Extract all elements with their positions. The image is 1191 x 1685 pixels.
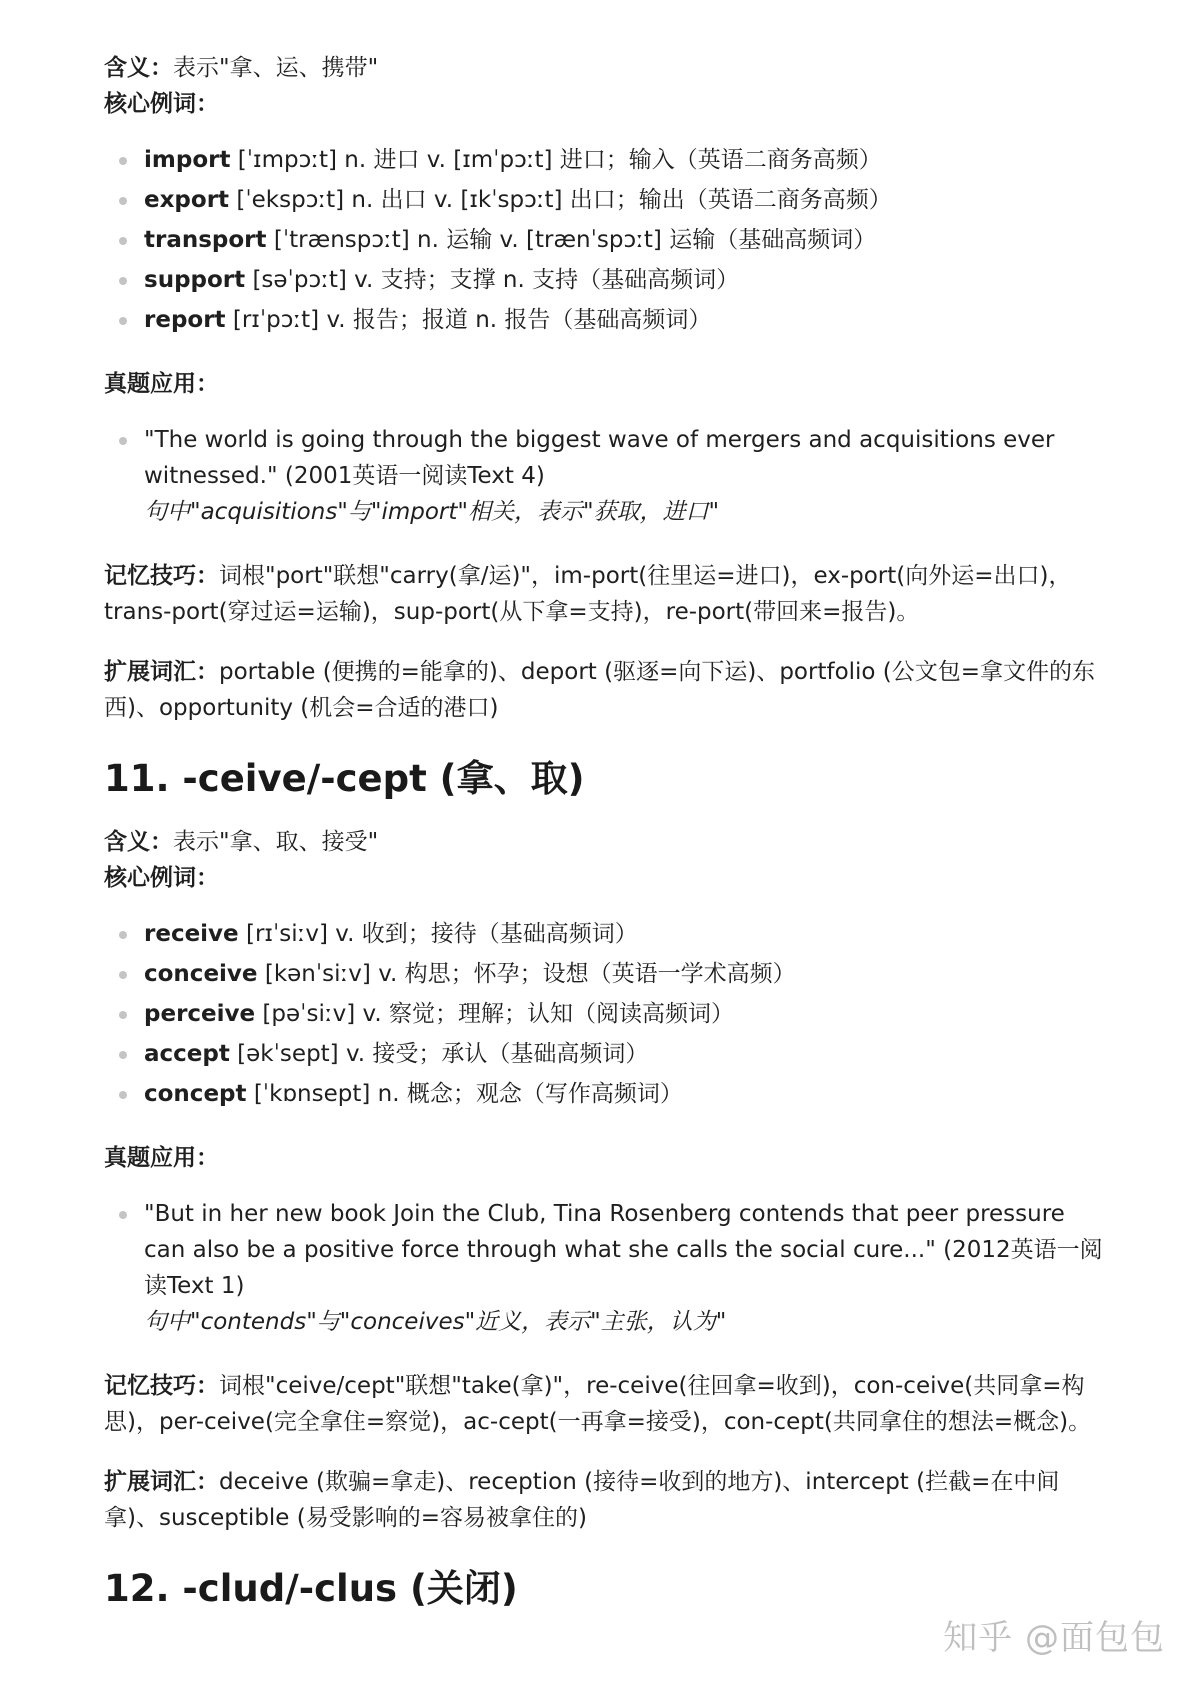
extended-vocab: 扩展词汇：deceive (欺骗=拿走)、reception (接待=收到的地方)、intercept (拦截=在中间拿)、susceptible (易受影响的=容易被拿住的) [104,1469,1060,1531]
memory-tip: 记忆技巧：词根"port"联想"carry(拿/运)"，im-port(往里运=进口)，ex-port(向外运=出口)，trans-port(穿过运=运输)，sup-port(从下拿=支持)，re-port(带回来=报告)。 [104,563,1072,625]
list-item: report [rɪˈpɔːt] v. 报告；报道 n. 报告（基础高频词） [104,302,1104,338]
exam-label: 真题应用： [104,371,219,397]
watermark: 知乎 @面包包 [943,1618,1165,1658]
list-item: transport [ˈtrænspɔːt] n. 运输 v. [trænˈspɔːt] 运输（基础高频词） [104,222,1104,258]
exam-list [104,422,1104,530]
exam-quote: "The world is going through the biggest wave of mergers and acquisitions ever witnessed." (2001英语一阅读Text 4) 句中"acquisitions"与"import"相关，表示"获取，进口" [104,422,1104,530]
meaning-label: 含义： [104,55,173,81]
document-page [104,50,1104,1614]
core-examples-label: 核心例词： [104,865,219,891]
exam-quote: "But in her new book Join the Club, Tina Rosenberg contends that peer pressure can also be a positive force through what she calls the social cure..." (2012英语一阅读Text 1) 句中"contends"与"conceives"近义，表示"主张，认为" [104,1196,1104,1340]
list-item: perceive [pəˈsiːv] v. 察觉；理解；认知（阅读高频词） [104,996,1104,1032]
section-heading: 12. -clud/-clus (关闭) [104,1567,518,1610]
exam-note: 句中"contends"与"conceives"近义，表示"主张，认为" [144,1309,727,1335]
list-item: support [səˈpɔːt] v. 支持；支撑 n. 支持（基础高频词） [104,262,1104,298]
memory-tip: 记忆技巧：词根"ceive/cept"联想"take(拿)"，re-ceive(往回拿=收到)，con-ceive(共同拿=构思)，per-ceive(完全拿住=察觉)，ac-cept(一再拿=接受)，con-cept(共同拿住的想法=概念)。 [104,1373,1092,1435]
list-item: conceive [kənˈsiːv] v. 构思；怀孕；设想（英语一学术高频） [104,956,1104,992]
exam-label: 真题应用： [104,1145,219,1171]
core-examples-label: 核心例词： [104,91,219,117]
section-heading: 11. -ceive/-cept (拿、取) [104,757,585,800]
exam-note: 句中"acquisitions"与"import"相关，表示"获取，进口" [144,499,720,525]
core-word-list [104,142,1104,338]
core-word-list [104,916,1104,1112]
meaning-line: 含义：表示"拿、取、接受" [104,829,379,855]
list-item: concept [ˈkɒnsept] n. 概念；观念（写作高频词） [104,1076,1104,1112]
exam-list [104,1196,1104,1340]
list-item: import [ˈɪmpɔːt] n. 进口 v. [ɪmˈpɔːt] 进口；输入（英语二商务高频） [104,142,1104,178]
list-item: receive [rɪˈsiːv] v. 收到；接待（基础高频词） [104,916,1104,952]
list-item: export [ˈekspɔːt] n. 出口 v. [ɪkˈspɔːt] 出口；输出（英语二商务高频） [104,182,1104,218]
extended-vocab: 扩展词汇：portable (便携的=能拿的)、deport (驱逐=向下运)、portfolio (公文包=拿文件的东西)、opportunity (机会=合适的港口) [104,659,1096,721]
meaning-line [104,50,1104,86]
list-item: accept [əkˈsept] v. 接受；承认（基础高频词） [104,1036,1104,1072]
meaning-text: 表示"拿、运、携带" [173,55,379,81]
